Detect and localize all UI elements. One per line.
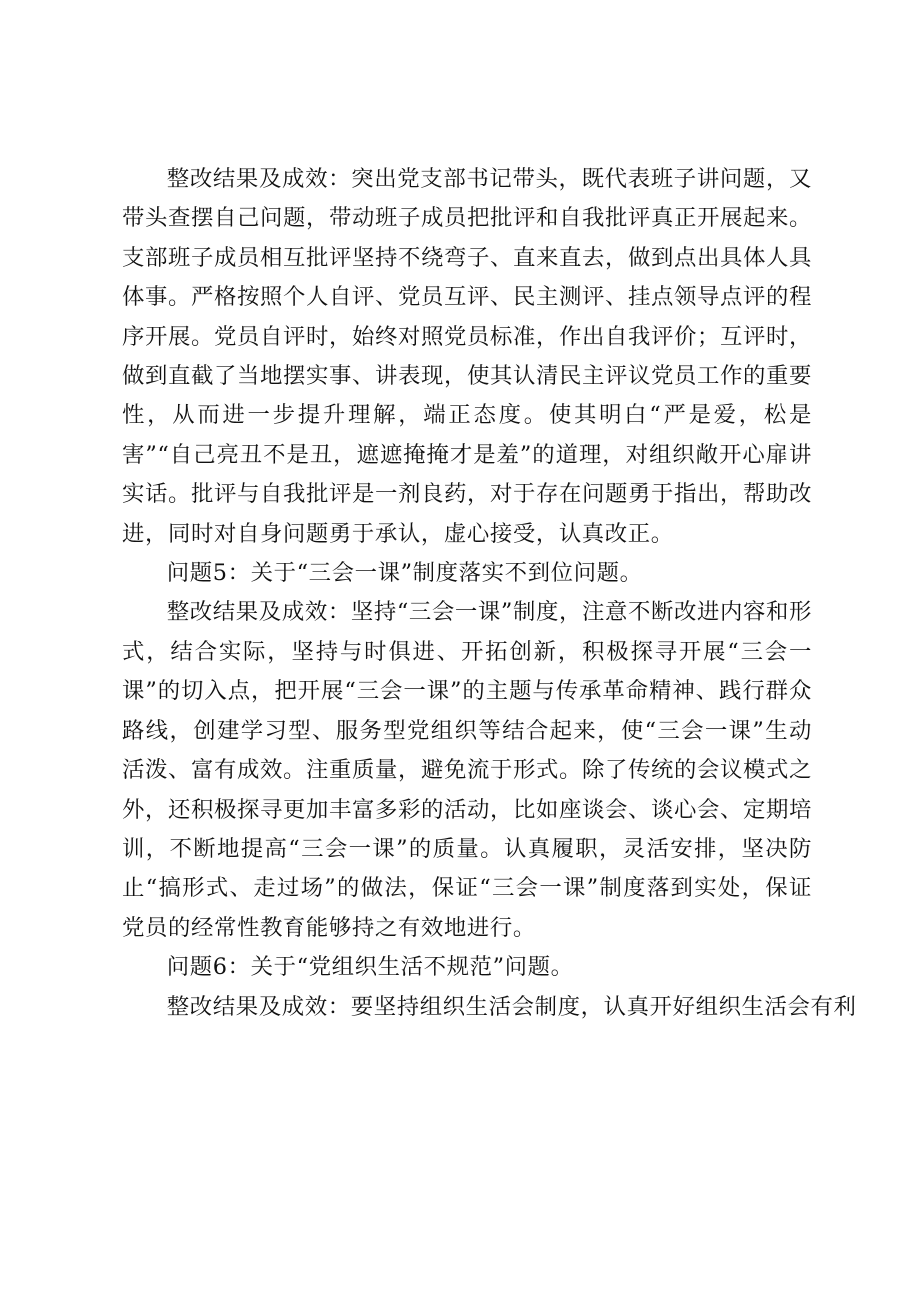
- heading-issue-5: 问题5：关于“三会一课”制度落实不到位问题。: [166, 560, 643, 587]
- paragraph-org-life-results: 整改结果及成效：要坚持组织生活会制度，认真开好组织生活会有利: [166, 993, 857, 1020]
- paragraph-three-meetings-results: 整改结果及成效：坚持“三会一课”制度，注意不断改进内容和形式，结合实际，坚持与时俱进、开拓创新，积极探寻开展“三会一课”的切入点，把开展“三会一课”的主题与传承革命精神、践行群众路线，创建学习型、服务型党组织等结合起来，使“三会一课”生动活泼、富有成效。注重质量，避免流于形式。除了传统的会议模式之外，还积极探寻更加丰富多彩的活动，比如座谈会、谈心会、定期培训，不断地提高“三会一课”的质量。认真履职，灵活安排，坚决防止“搞形式、走过场”的做法，保证“三会一课”制度落到实处，保证党员的经常性教育能够持之有效地进行。: [122, 599, 812, 941]
- document-body: [122, 160, 857, 1027]
- paragraph-criticism-results: 整改结果及成效：突出党支部书记带头，既代表班子讲问题，又带头查摆自己问题，带动班子成员把批评和自我批评真正开展起来。支部班子成员相互批评坚持不绕弯子、直来直去，做到点出具体人具体事。严格按照个人自评、党员互评、民主测评、挂点领导点评的程序开展。党员自评时，始终对照党员标准，作出自我评价；互评时，做到直截了当地摆实事、讲表现，使其认清民主评议党员工作的重要性，从而进一步提升理解，端正态度。使其明白“严是爱，松是害”“自己亮丑不是丑，遮遮掩掩才是羞”的道理，对组织敞开心扉讲实话。批评与自我批评是一剂良药，对于存在问题勇于指出，帮助改进，同时对自身问题勇于承认，虚心接受，认真改正。: [122, 166, 812, 547]
- heading-issue-6: 问题6：关于“党组织生活不规范”问题。: [166, 954, 574, 981]
